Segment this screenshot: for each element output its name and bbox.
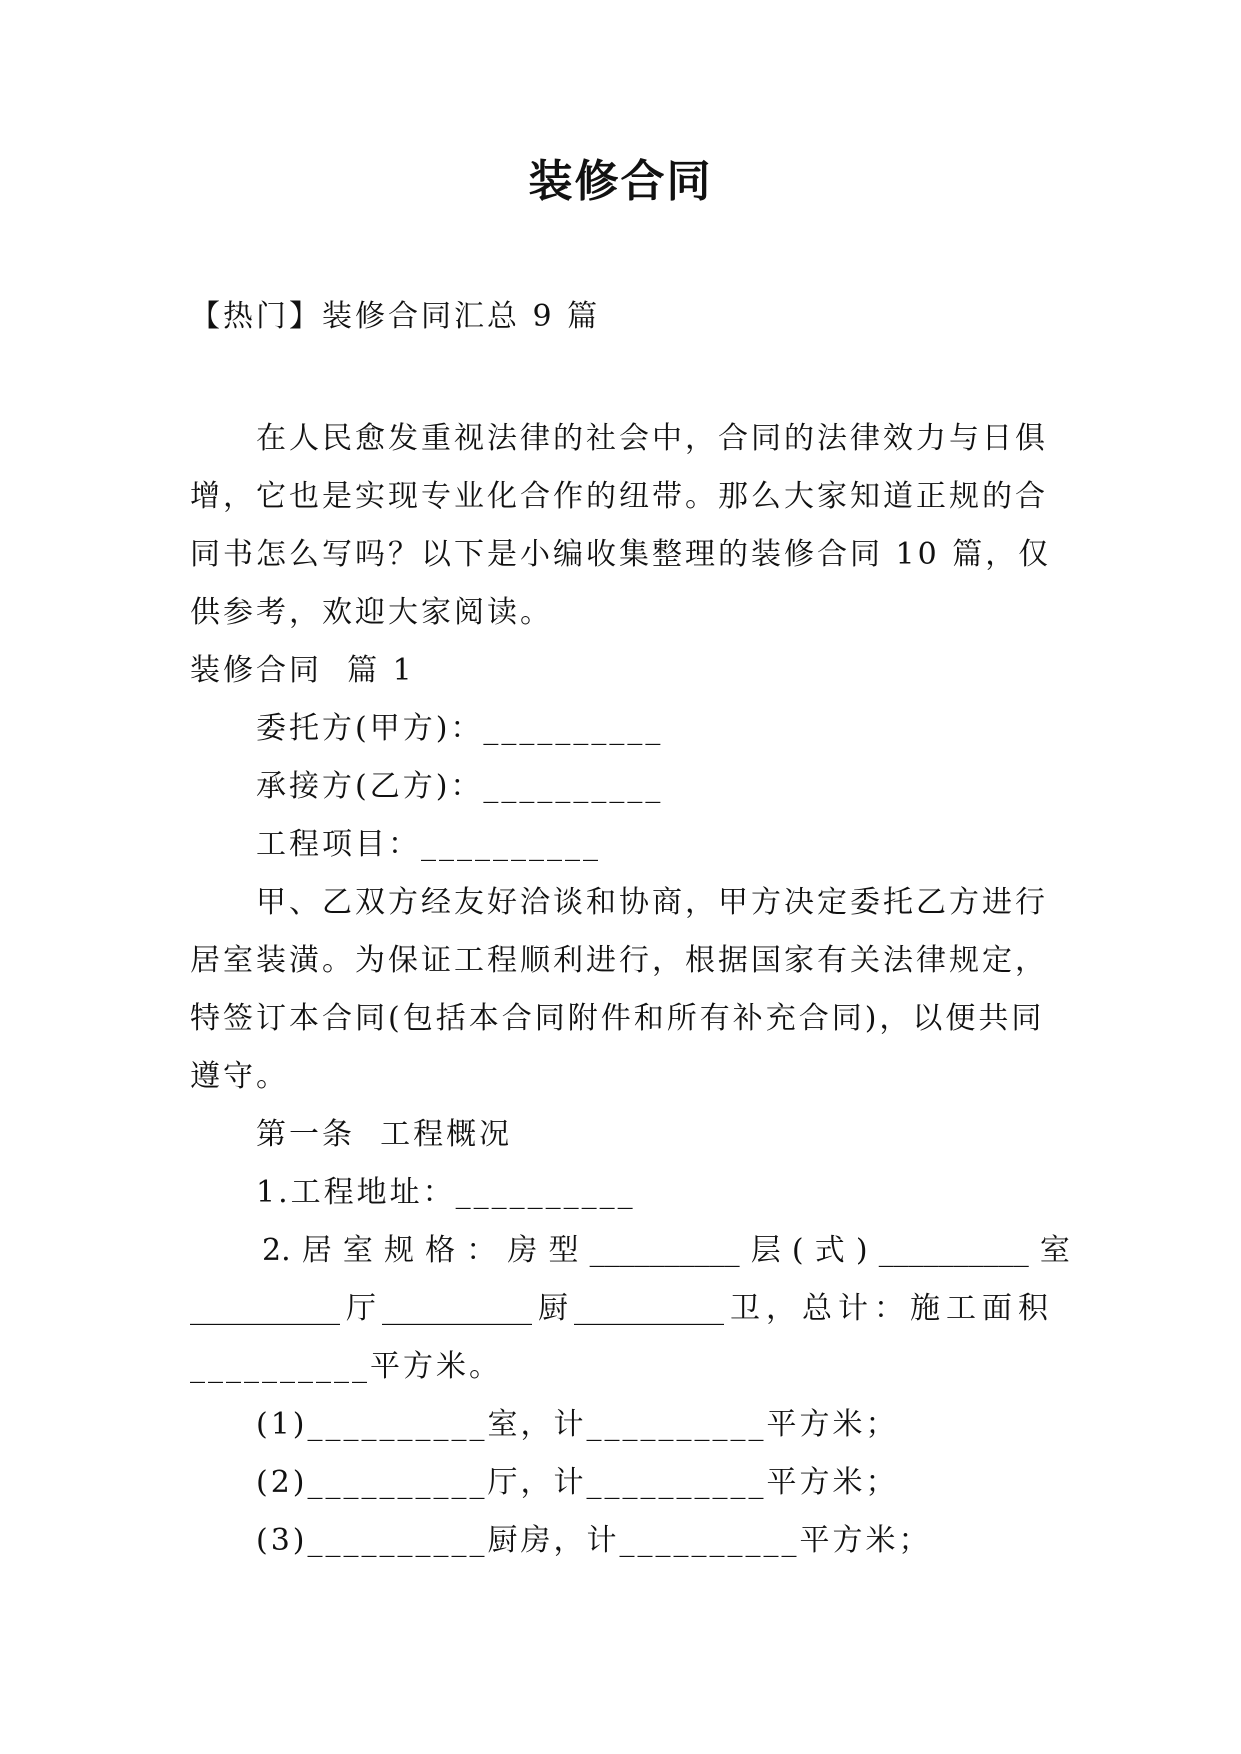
preamble-line-2: 居室装潢。为保证工程顺利进行，根据国家有关法律规定，: [190, 943, 1048, 978]
spec-token: 卫: [730, 1291, 760, 1326]
spec-line-3: __________平方米。: [190, 1349, 502, 1384]
subtitle: 【热门】装修合同汇总 9 篇: [190, 299, 601, 334]
intro-line-2: 增，它也是实现专业化合作的纽带。那么大家知道正规的合: [190, 479, 1048, 514]
spec-token: 室: [1039, 1233, 1070, 1268]
spec-token: 规: [384, 1233, 414, 1268]
document-title: 装修合同: [528, 156, 713, 207]
spec-blank: __________: [190, 1291, 340, 1326]
spec-token: 厅: [346, 1291, 376, 1326]
spec-token: ：: [466, 1233, 497, 1268]
spec-token: 室: [342, 1233, 373, 1268]
intro-line-1: 在人民愈发重视法律的社会中，合同的法律效力与日俱: [256, 421, 1048, 456]
spec-token: 层: [750, 1233, 781, 1268]
contractor-party-line: 承接方(乙方)：__________: [256, 769, 664, 804]
project-line: 工程项目：__________: [256, 827, 601, 862]
room-item-2: (2)__________厅，计__________平方米；: [256, 1465, 899, 1500]
spec-token: 施: [910, 1291, 940, 1326]
spec-token: 居: [301, 1233, 332, 1268]
article-1-title: 第一条 工程概况: [256, 1117, 513, 1152]
spec-token: 工: [946, 1291, 976, 1326]
spec-blank: __________: [878, 1233, 1029, 1268]
preamble-line-3: 特签订本合同(包括本合同附件和所有补充合同)，以便共同: [190, 1001, 1045, 1036]
spec-token: (: [791, 1233, 804, 1268]
spec-token: ：: [874, 1291, 904, 1326]
spec-blank: __________: [574, 1291, 724, 1326]
spec-token: 面: [982, 1291, 1012, 1326]
spec-token: 总: [802, 1291, 832, 1326]
room-item-3: (3)__________厨房，计__________平方米；: [256, 1523, 932, 1558]
preamble-line-1: 甲、乙双方经友好洽谈和协商，甲方决定委托乙方进行: [256, 885, 1048, 920]
spec-token: ): [855, 1233, 868, 1268]
spec-token: 式: [814, 1233, 845, 1268]
intro-line-3: 同书怎么写吗？以下是小编收集整理的装修合同 10 篇，仅: [190, 537, 1052, 572]
spec-token: 厨: [538, 1291, 568, 1326]
spec-token: ，: [766, 1291, 796, 1326]
spec-token: 格: [425, 1233, 456, 1268]
spec-token: 型: [548, 1233, 579, 1268]
spec-blank: __________: [382, 1291, 532, 1326]
room-item-1: (1)__________室，计__________平方米；: [256, 1407, 899, 1442]
client-party-line: 委托方(甲方)：__________: [256, 711, 664, 746]
section-heading: 装修合同 篇 1: [190, 653, 415, 688]
preamble-line-4: 遵守。: [190, 1059, 289, 1094]
spec-line-2: [190, 1280, 1048, 1338]
document-body: [190, 288, 1070, 1570]
intro-line-4: 供参考，欢迎大家阅读。: [190, 595, 553, 630]
spec-token: 房: [507, 1233, 538, 1268]
address-line: 1.工程地址：__________: [256, 1175, 636, 1210]
spec-token: 计: [838, 1291, 868, 1326]
spec-blank: __________: [589, 1233, 740, 1268]
spec-token: 积: [1018, 1291, 1048, 1326]
spec-token: 2.: [262, 1233, 291, 1268]
spec-line-1: [190, 1222, 1070, 1280]
